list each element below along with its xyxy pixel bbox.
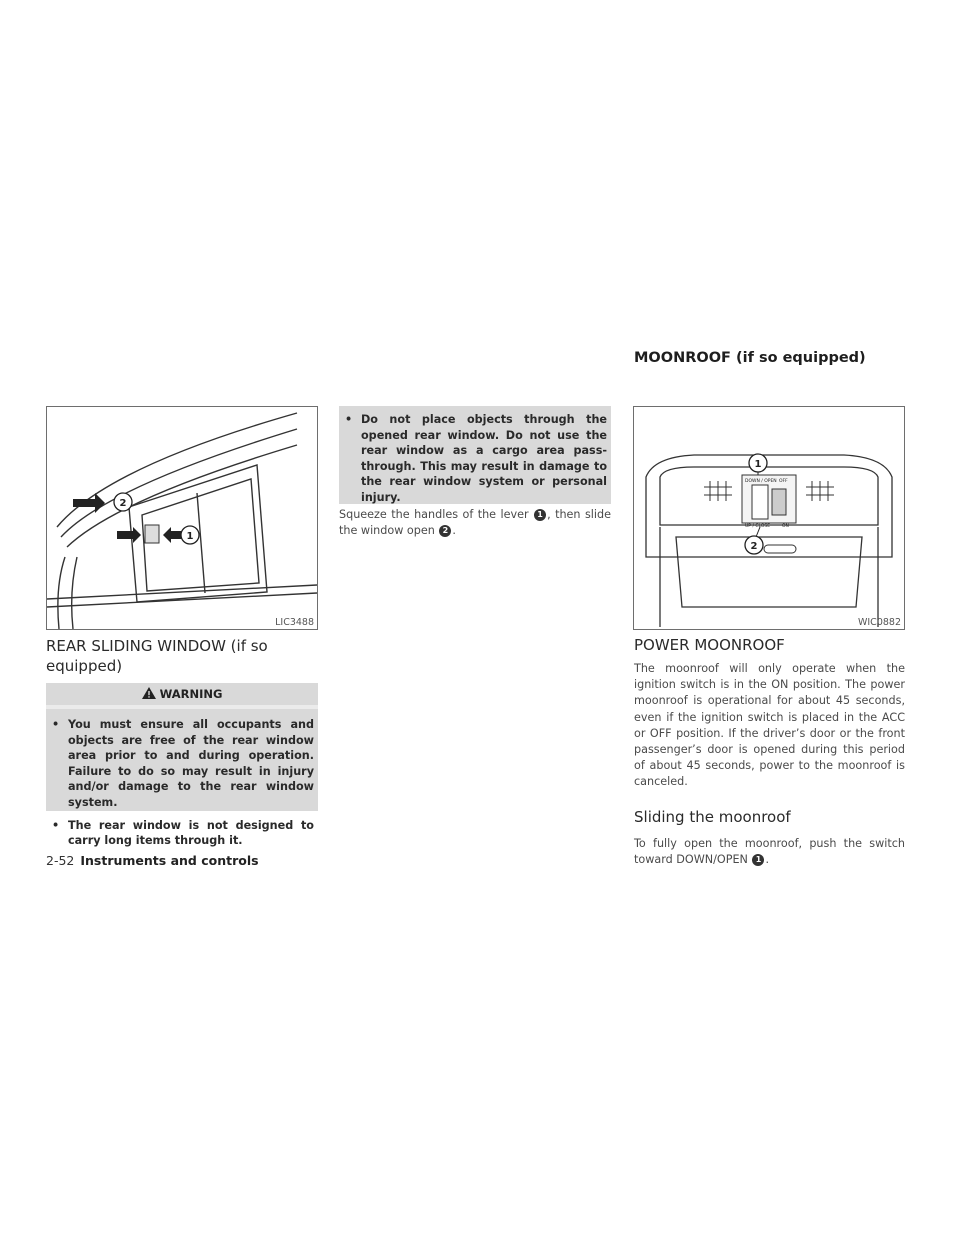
callout-1-icon: 1 [752, 854, 764, 866]
warning-item: • You must ensure all occupants and objects are free of the rear window area prior to and during operation. Failure to do so may result in injury and/or damage to the rear window system. [52, 718, 314, 809]
page-footer [46, 850, 259, 869]
power-moonroof-paragraph: The moonroof will only operate when the ignition switch is in the ON position. The power moonroof is operational for about 45 seconds, even if the ignition switch is placed in the ACC or OFF position. If the driver’s door or the front passenger’s door is opened during this period of about 45 seconds, power to the moonroof is canceled. [634, 662, 905, 789]
switch-off-label: OFF [779, 479, 788, 484]
moonroof-switch-illustration [634, 407, 904, 629]
callout-1-icon: 1 [534, 509, 546, 521]
callout-2-label: 2 [750, 541, 758, 552]
switch-on-label: ON [782, 524, 789, 529]
power-moonroof-title: POWER MOONROOF [634, 636, 785, 654]
warning-icon [142, 684, 156, 696]
callout-2-label: 2 [119, 498, 127, 509]
callout-1-label: 1 [754, 459, 762, 470]
section-heading: MOONROOF (if so equipped) [634, 350, 866, 366]
switch-up-close-label: UP / CLOSE [745, 524, 771, 529]
warning-item: • The rear window is not designed to carry long items through it. [52, 818, 314, 848]
chapter-title: Instruments and controls [80, 853, 259, 868]
callout-1-label: 1 [186, 531, 194, 542]
sliding-moonroof-subtitle: Sliding the moonroof [634, 808, 791, 826]
moonroof-figure [633, 406, 905, 630]
lever-instructions: Squeeze the handles of the lever 1 , then slide the window open 2 . [339, 508, 611, 538]
sliding-moonroof-paragraph: To fully open the moonroof, push the switch toward DOWN/OPEN 1 . [634, 837, 905, 867]
rear-window-title: REAR SLIDING WINDOW (if so equipped) [46, 637, 268, 675]
warning-header [46, 683, 318, 705]
warning-label: WARNING [159, 687, 223, 701]
figure-code: LIC3488 [275, 617, 314, 628]
callout-2-icon: 2 [439, 525, 451, 537]
switch-down-open-label: DOWN / OPEN [745, 479, 777, 484]
page-number: 2-52 [46, 853, 75, 868]
figure-code: WIC0882 [857, 617, 901, 628]
warning-item: • Do not place objects through the opened rear window. Do not use the rear window as a cargo area pass-through. This may result in damage to the rear window system or personal injury. [345, 413, 607, 504]
rear-window-figure [46, 406, 318, 630]
rear-window-illustration [47, 407, 317, 629]
warning-box [46, 683, 318, 848]
warning-box-continued [339, 406, 611, 504]
